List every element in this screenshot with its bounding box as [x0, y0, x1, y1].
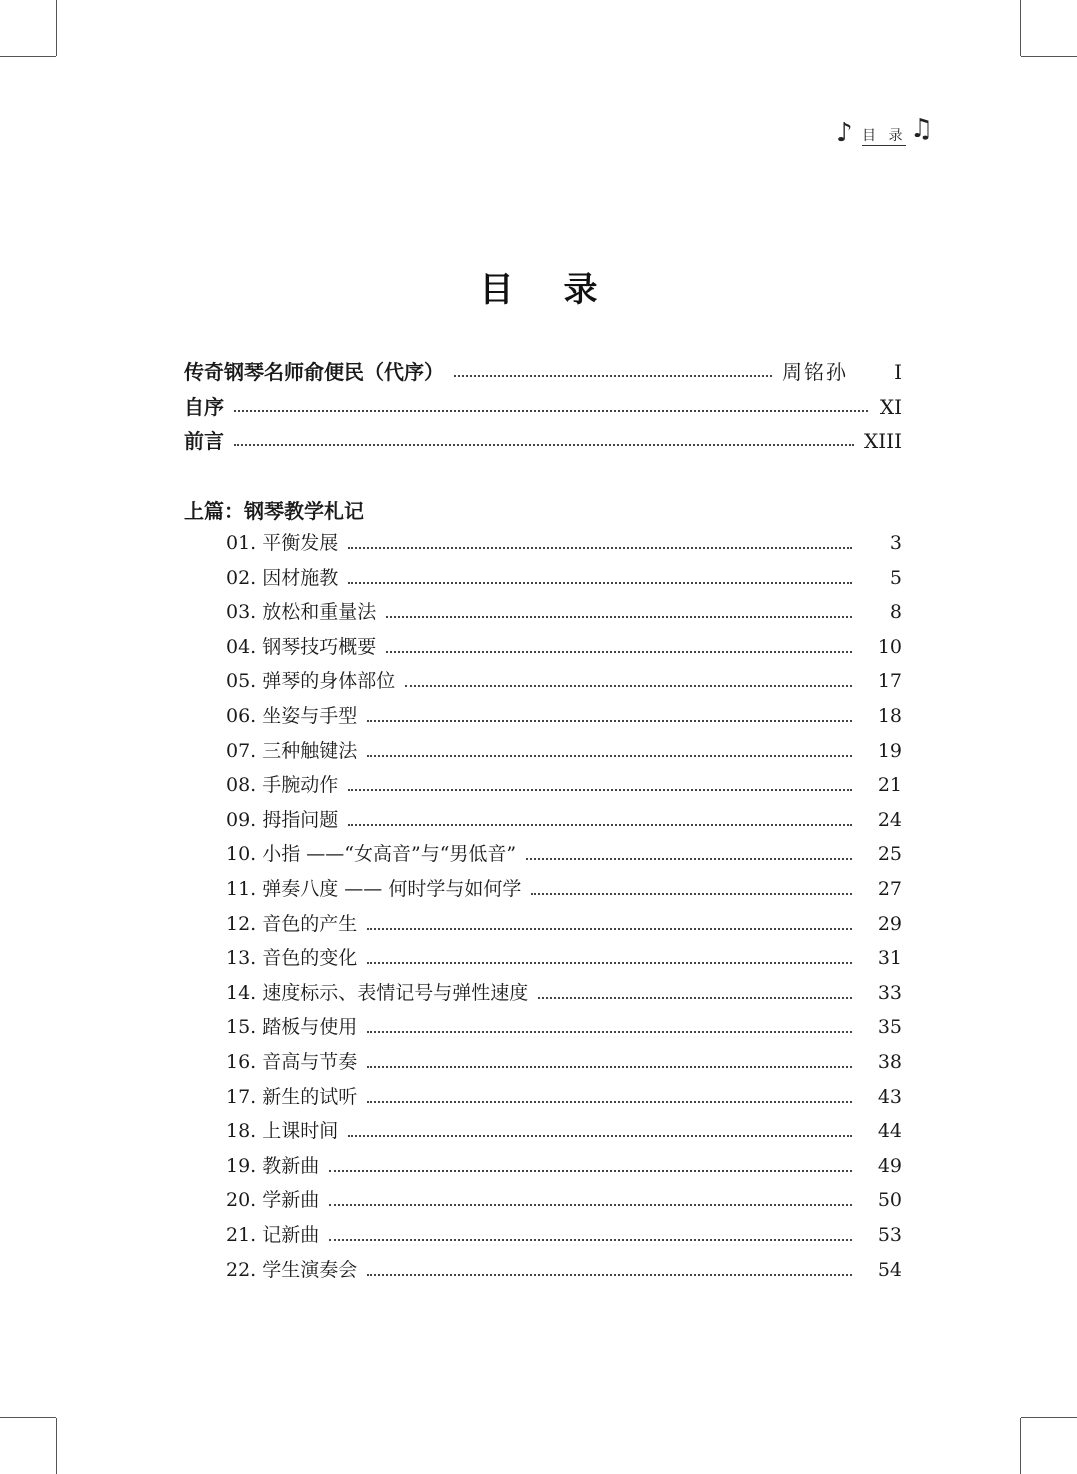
toc-entry-title: 04. 钢琴技巧概要	[226, 635, 377, 658]
dot-leader	[386, 651, 852, 653]
toc-entry-title: 05. 弹琴的身体部位	[226, 670, 396, 693]
toc-entry-title: 15. 踏板与使用	[226, 1016, 358, 1039]
dot-leader	[367, 1066, 852, 1068]
page-title-char: 录	[563, 270, 598, 310]
beamed-notes-icon: ♫	[910, 114, 934, 144]
toc-entry-title: 20. 学新曲	[226, 1189, 320, 1212]
toc-entry[interactable]	[226, 528, 902, 560]
toc-item-title: 前言	[184, 429, 224, 453]
toc-entry-page: 24	[877, 808, 902, 831]
toc-entry[interactable]	[226, 1255, 902, 1287]
crop-mark	[56, 1418, 57, 1474]
crop-mark	[56, 0, 57, 56]
toc-item-page: I	[894, 360, 902, 384]
toc-entry-page: 19	[877, 739, 902, 762]
toc-entry[interactable]	[226, 666, 902, 698]
dot-leader	[367, 755, 852, 757]
toc-front-item[interactable]	[184, 391, 902, 423]
toc-entry-page: 3	[889, 532, 902, 554]
toc-entry-page: 25	[877, 843, 902, 866]
toc-entry[interactable]	[226, 1220, 902, 1252]
dot-leader	[386, 616, 852, 618]
toc-entry-title: 03. 放松和重量法	[226, 601, 377, 624]
dot-leader	[329, 1170, 852, 1172]
toc-entry-page: 33	[877, 981, 902, 1004]
crop-mark	[1021, 56, 1077, 57]
dot-leader	[531, 893, 852, 895]
toc-entry-page: 8	[889, 601, 902, 624]
toc-item-title: 自序	[184, 395, 224, 419]
toc-entry[interactable]	[226, 597, 902, 629]
toc-entry-title: 07. 三种触键法	[226, 739, 358, 762]
toc-entry[interactable]	[226, 1151, 902, 1183]
toc-entry[interactable]	[226, 1185, 902, 1217]
toc-entry-page: 5	[889, 566, 902, 589]
toc-entry-title: 08. 手腕动作	[226, 774, 339, 797]
toc-entry[interactable]	[226, 1082, 902, 1114]
toc-item-title: 传奇钢琴名师俞便民（代序）	[184, 360, 444, 384]
dot-leader	[367, 962, 852, 964]
toc-entry-title: 01. 平衡发展	[226, 532, 339, 554]
toc-entry-title: 02. 因材施教	[226, 566, 339, 589]
toc-entry[interactable]	[226, 805, 902, 837]
toc-entry-page: 35	[877, 1016, 902, 1039]
dot-leader	[348, 547, 852, 549]
toc-entry[interactable]	[226, 770, 902, 802]
dot-leader	[329, 1204, 852, 1206]
toc-entry-page: 18	[877, 705, 902, 727]
toc-entry-page: 49	[877, 1154, 902, 1177]
toc-entry-title: 17. 新生的试听	[226, 1085, 358, 1108]
toc-entry-title: 09. 拇指问题	[226, 808, 339, 831]
page-title-char: 目	[479, 270, 514, 310]
dot-leader	[367, 720, 852, 722]
dot-leader	[367, 1031, 852, 1033]
running-header	[834, 116, 944, 152]
crop-mark	[0, 1417, 56, 1418]
section-heading: 上篇：钢琴教学札记	[184, 499, 364, 523]
toc-entry-title: 11. 弹奏八度 —— 何时学与如何学	[226, 878, 522, 900]
toc-entry-title: 14. 速度标示、表情记号与弹性速度	[226, 981, 529, 1004]
toc-front-item[interactable]	[184, 425, 902, 457]
dot-leader	[234, 410, 868, 412]
toc-entry-title: 22. 学生演奏会	[226, 1258, 358, 1281]
toc-entry-page: 31	[877, 947, 902, 970]
crop-mark	[0, 56, 56, 57]
crop-mark	[1020, 0, 1021, 56]
dot-leader	[348, 824, 852, 826]
toc-entry-page: 43	[877, 1085, 902, 1108]
toc-front-item[interactable]	[184, 356, 902, 388]
toc-entry-title: 10. 小指 ——“女高音”与“男低音”	[226, 843, 517, 866]
toc-entry[interactable]	[226, 943, 902, 975]
toc-entry[interactable]	[226, 1047, 902, 1079]
dot-leader	[348, 789, 852, 791]
dot-leader	[234, 444, 854, 446]
eighth-note-icon: ♪	[836, 118, 853, 148]
dot-leader	[348, 1135, 852, 1137]
toc-entry-page: 50	[877, 1189, 902, 1212]
toc-entry-title: 19. 教新曲	[226, 1154, 320, 1177]
toc-entry-page: 44	[877, 1120, 902, 1143]
dot-leader	[405, 685, 852, 687]
toc-entry-title: 12. 音色的产生	[226, 912, 358, 935]
toc-entry-page: 21	[877, 774, 902, 797]
dot-leader	[329, 1239, 852, 1241]
toc-entry[interactable]	[226, 563, 902, 595]
toc-entry-page: 27	[877, 878, 902, 900]
toc-entry-title: 21. 记新曲	[226, 1224, 320, 1246]
dot-leader	[367, 1274, 852, 1276]
toc-entry[interactable]	[226, 736, 902, 768]
toc-entry-page: 10	[877, 635, 902, 658]
dot-leader	[454, 375, 772, 377]
dot-leader	[348, 582, 852, 584]
toc-entry-page: 54	[877, 1258, 902, 1281]
dot-leader	[367, 928, 852, 930]
toc-entry-page: 38	[877, 1051, 902, 1073]
toc-entry-page: 29	[877, 912, 902, 935]
toc-entry-title: 16. 音高与节奏	[226, 1051, 358, 1073]
dot-leader	[538, 997, 852, 999]
toc-item-page: XI	[879, 395, 902, 419]
toc-item-page: XIII	[864, 429, 902, 453]
dot-leader	[526, 858, 852, 860]
dot-leader	[367, 1101, 852, 1103]
toc-entry[interactable]	[226, 978, 902, 1010]
toc-entry[interactable]	[226, 909, 902, 941]
toc-entry[interactable]	[226, 701, 902, 733]
toc-item-author: 周铭孙	[782, 360, 848, 384]
toc-entry[interactable]	[226, 1012, 902, 1044]
toc-entry[interactable]	[226, 839, 902, 871]
toc-entry[interactable]	[226, 1116, 902, 1148]
toc-entry-title: 06. 坐姿与手型	[226, 705, 358, 727]
toc-entry-title: 13. 音色的变化	[226, 947, 358, 970]
page-title	[0, 262, 1077, 311]
toc-entry[interactable]	[226, 632, 902, 664]
toc-entry[interactable]	[226, 874, 902, 906]
running-header-text: 目 录	[862, 128, 907, 144]
toc-entry-title: 18. 上课时间	[226, 1120, 339, 1143]
crop-mark	[1021, 1417, 1077, 1418]
crop-mark	[1020, 1418, 1021, 1474]
toc-entry-page: 17	[877, 670, 902, 693]
toc-entry-page: 53	[877, 1224, 902, 1246]
